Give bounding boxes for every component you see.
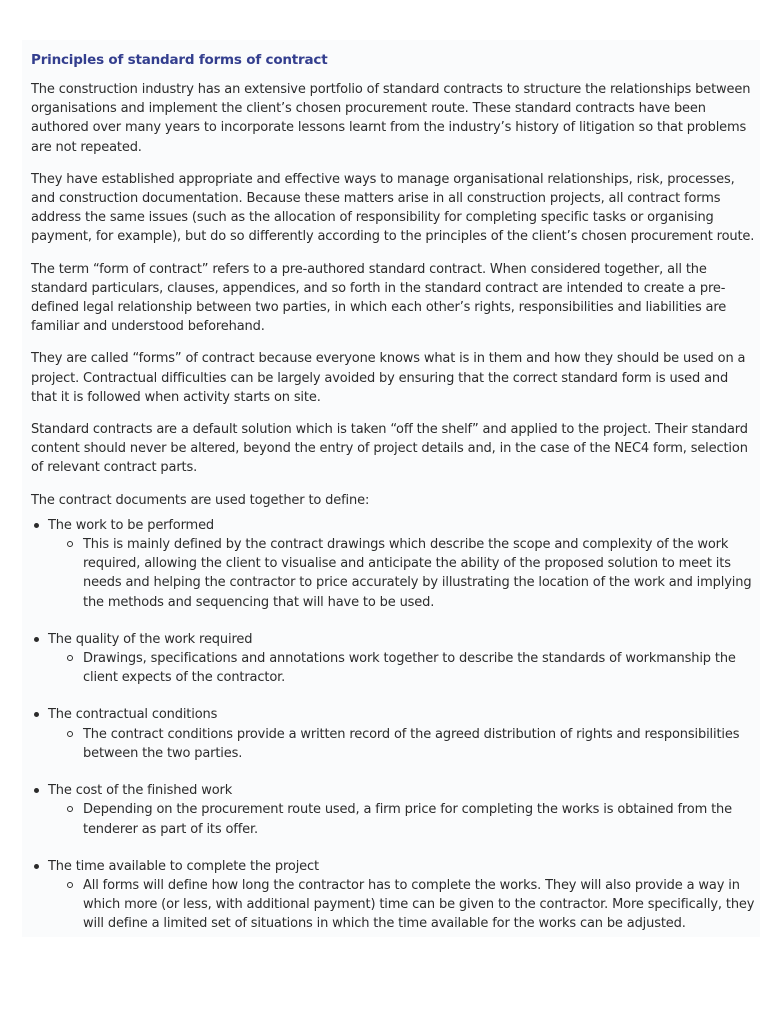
article (31, 50, 757, 952)
list-item (31, 705, 757, 763)
list-item-title: The time available to complete the project (48, 858, 319, 874)
sub-list (48, 535, 757, 612)
list-item (31, 516, 757, 612)
sub-list-item: This is mainly defined by the contract drawings which describe the scope and complexity of the work required, allowing the client to visualise and anticipate the ability of the proposed solution to meet its needs and helping the contractor to price accurately by illustrating the location of the work and implying the methods and sequencing that will have to be used. (48, 535, 757, 612)
list-item (31, 857, 757, 934)
sub-list-item: Depending on the procurement route used, a firm price for completing the works is obtained from the tenderer as part of its offer. (48, 800, 757, 838)
list-item-title: The work to be performed (48, 517, 215, 533)
sub-list (48, 649, 757, 687)
list-item (31, 630, 757, 688)
sub-list-item: Drawings, specifications and annotations work together to describe the standards of workmanship the client expects of the contractor. (48, 649, 757, 687)
paragraph-form-definition: The term “form of contract” refers to a pre-authored standard contract. When considered together, all the standard particulars, clauses, appendices, and so forth in the standard contract are intended to create a pre-defined legal relationship between two parties, in which each other’s rights, responsibilities and liabilities are familiar and understood beforehand. (31, 261, 727, 335)
paragraph-why-forms: They are called “forms” of contract because everyone knows what is in them and how they should be used on a project. Contractual difficulties can be largely avoided by ensuring that the correct standard form is used and that it is followed when activity starts on site. (31, 351, 746, 405)
sub-list (48, 725, 757, 763)
list-item-title: The quality of the work required (48, 631, 253, 647)
paragraph-relationships: They have established appropriate and effective ways to manage organisational relationships, risk, processes, and construction documentation. Because these matters arise in all construction projects, all contract forms address the same issues (such as the allocation of responsibility for completing specific tasks or organising payment, for example), but do so differently according to the principles of the client’s chosen procurement route. (31, 171, 755, 245)
list-item (31, 781, 757, 839)
sub-list-item: All forms will define how long the contractor has to complete the works. They will also provide a way in which more (or less, with additional payment) time can be given to the contractor. More specifically, they will define a limited set of situations in which the time available for the works can be adjusted. (48, 876, 757, 934)
sub-list-item: The contract conditions provide a written record of the agreed distribution of rights and responsibilities between the two parties. (48, 725, 757, 763)
sub-list (48, 800, 757, 838)
list-item-title: The contractual conditions (48, 707, 218, 723)
paragraph-default-solution: Standard contracts are a default solution which is taken “off the shelf” and applied to the project. Their standard content should never be altered, beyond the entry of project details and, in the case of the NEC4 form, selection of relevant contract parts. (31, 422, 748, 476)
paragraph-list-intro: The contract documents are used together to define: (31, 492, 370, 508)
list-item-title: The cost of the finished work (48, 783, 233, 799)
paragraph-intro: The construction industry has an extensive portfolio of standard contracts to structure the relationships between organisations and implement the client’s chosen procurement route. These standard contracts have been authored over many years to incorporate lessons learnt from the industry’s history of litigation so that problems are not repeated. (31, 82, 751, 155)
article-heading: Principles of standard forms of contract (31, 52, 328, 68)
definition-list (31, 516, 757, 934)
sub-list (48, 876, 757, 934)
